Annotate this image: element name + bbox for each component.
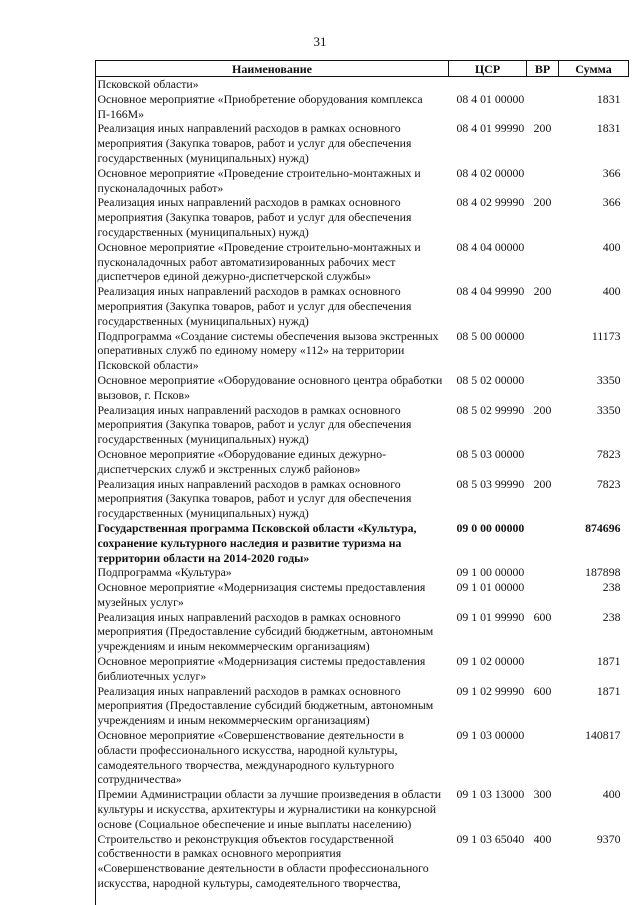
row-sum-cell: 3350 xyxy=(596,402,621,417)
table-header-row xyxy=(96,61,629,77)
row-csr-cell: 09 0 00 00000 xyxy=(456,520,525,535)
row-sum-cell: 1871 xyxy=(596,654,621,669)
row-csr-cell: 09 1 03 65040 xyxy=(456,831,525,846)
row-name-cell: Реализация иных направлений расходов в рамках основного мероприятия (Предоставление субсидий бюджетным, автономным учреждениям и иным некоммерческим организациям) xyxy=(97,609,434,654)
row-sum-cell: 238 xyxy=(602,609,621,624)
row-name-cell: Основное мероприятие «Оборудование основного центра обработки вызовов, г. Псков» xyxy=(97,372,443,402)
row-name-cell: Реализация иных направлений расходов в рамках основного мероприятия (Предоставление субсидий бюджетным, автономным учреждениям и иным некоммерческим организациям) xyxy=(97,683,434,728)
row-csr-cell: 08 5 02 00000 xyxy=(456,372,525,387)
row-csr-cell: 09 1 02 00000 xyxy=(456,654,525,669)
row-vr-cell xyxy=(527,77,559,92)
row-sum-cell: 3350 xyxy=(596,372,621,387)
row-csr-cell: 09 1 00 00000 xyxy=(456,565,525,580)
row-vr-cell xyxy=(527,166,559,196)
row-csr-cell xyxy=(449,77,527,92)
row-sum-cell: 9370 xyxy=(596,831,621,846)
row-sum-cell: 400 xyxy=(602,239,621,254)
row-name-cell: Реализация иных направлений расходов в рамках основного мероприятия (Закупка товаров, работ и услуг для обеспечения государственных (муниципальных) нужд) xyxy=(97,284,412,328)
row-sum-cell: 366 xyxy=(602,195,621,210)
row-csr-cell: 08 5 02 99990 xyxy=(456,402,525,417)
row-name-cell: Основное мероприятие «Приобретение оборудования комплекса П-166М» xyxy=(97,91,423,121)
row-csr-cell: 08 4 04 00000 xyxy=(456,239,525,254)
row-sum-cell: 400 xyxy=(602,787,621,802)
row-sum-cell: 874696 xyxy=(585,520,621,535)
table-row xyxy=(96,654,629,684)
row-vr-cell: 600 xyxy=(533,609,552,624)
row-vr-cell: 200 xyxy=(533,476,552,491)
row-csr-cell: 08 4 01 00000 xyxy=(456,91,525,106)
table-row xyxy=(96,284,629,328)
table-row xyxy=(96,166,629,196)
row-sum-cell: 1871 xyxy=(596,683,621,698)
row-name-cell: Основное мероприятие «Проведение строительно-монтажных и пусконаладочных работ автоматизированных рабочих мест диспетчеров единой дежурно-диспетчерской службы» xyxy=(97,239,421,284)
row-name-cell: Реализация иных направлений расходов в рамках основного мероприятия (Закупка товаров, работ и услуг для обеспечения государственных (муниципальных) нужд) xyxy=(97,195,412,239)
row-vr-cell xyxy=(527,728,559,787)
row-sum-cell: 7823 xyxy=(596,446,621,461)
row-name-cell: Премии Администрации области за лучшие произведения в области культуры и искусства, архитектуры и журналистики на конкурсной основе (Социальное обеспечение и иные выплаты населению) xyxy=(97,787,442,831)
row-csr-cell: 08 4 02 99990 xyxy=(456,195,525,210)
table-body xyxy=(96,77,629,891)
budget-table xyxy=(95,60,629,891)
row-csr-cell: 08 4 02 00000 xyxy=(456,165,525,180)
row-vr-cell: 200 xyxy=(533,284,552,299)
row-csr-cell: 08 4 04 99990 xyxy=(456,284,525,299)
row-csr-cell: 08 4 01 99990 xyxy=(456,121,525,136)
row-sum-cell: 187898 xyxy=(585,565,621,580)
row-csr-cell: 09 1 01 00000 xyxy=(456,580,525,595)
row-sum-cell: 140817 xyxy=(585,728,621,743)
header-csr: ЦСР xyxy=(449,61,527,77)
row-csr-cell: 09 1 03 00000 xyxy=(456,728,525,743)
table-left-border xyxy=(95,60,96,905)
row-sum-cell: 1831 xyxy=(596,91,621,106)
table-row xyxy=(96,447,629,477)
row-vr-cell xyxy=(527,240,559,284)
row-name-cell: Подпрограмма «Культура» xyxy=(97,565,232,580)
table-row xyxy=(96,77,629,92)
row-sum-cell: 7823 xyxy=(596,476,621,491)
row-name-cell: Основное мероприятие «Модернизация системы предоставления библиотечных услуг» xyxy=(97,654,426,683)
row-sum-cell: 366 xyxy=(602,165,621,180)
row-vr-cell: 300 xyxy=(533,787,552,802)
page-number: 31 xyxy=(313,34,327,49)
row-csr-cell: 09 1 01 99990 xyxy=(456,609,525,624)
row-name-cell: Реализация иных направлений расходов в рамках основного мероприятия (Закупка товаров, работ и услуг для обеспечения государственных (муниципальных) нужд) xyxy=(97,121,412,165)
header-name: Наименование xyxy=(96,61,449,77)
table-row xyxy=(96,240,629,284)
table-row xyxy=(96,92,629,122)
row-vr-cell: 600 xyxy=(533,683,552,698)
table-row xyxy=(96,684,629,728)
row-vr-cell xyxy=(527,521,559,565)
header-vr: ВР xyxy=(527,61,559,77)
row-vr-cell: 400 xyxy=(533,831,552,846)
row-sum-cell: 238 xyxy=(602,580,621,595)
row-name-cell: Основное мероприятие «Модернизация системы предоставления музейных услуг» xyxy=(97,580,426,609)
table-row xyxy=(96,477,629,521)
row-vr-cell xyxy=(527,329,559,373)
row-name-cell: Строительство и реконструкция объектов государственной собственности в рамках основного мероприятия «Совершенствование деятельности в области профессионального искусства, народной культуры, самодеятельного творчества, xyxy=(97,831,429,891)
row-name-cell: Основное мероприятие «Совершенствование деятельности в области профессионального искусства, народной культуры, самодеятельного творчества, международного культурного сотрудничества» xyxy=(97,728,404,787)
header-sum: Сумма xyxy=(559,61,629,77)
row-vr-cell: 200 xyxy=(533,121,552,136)
table-row xyxy=(96,521,629,565)
row-sum-cell: 11173 xyxy=(591,328,621,343)
row-csr-cell: 08 5 03 99990 xyxy=(456,476,525,491)
row-vr-cell xyxy=(527,565,559,580)
table-row xyxy=(96,403,629,447)
row-name-cell: Основное мероприятие «Проведение строительно-монтажных и пусконаладочных работ» xyxy=(97,165,421,195)
table-row xyxy=(96,787,629,831)
table-row xyxy=(96,121,629,165)
row-name-cell: Реализация иных направлений расходов в рамках основного мероприятия (Закупка товаров, работ и услуг для обеспечения государственных (муниципальных) нужд) xyxy=(97,476,412,521)
table-row xyxy=(96,580,629,610)
row-sum-cell: 400 xyxy=(602,284,621,299)
table-row xyxy=(96,728,629,787)
row-vr-cell xyxy=(527,580,559,610)
row-name-cell: Реализация иных направлений расходов в рамках основного мероприятия (Закупка товаров, работ и услуг для обеспечения государственных (муниципальных) нужд) xyxy=(97,402,412,447)
row-name-cell: Псковской области» xyxy=(97,77,199,91)
row-vr-cell xyxy=(527,654,559,684)
budget-table-container xyxy=(95,60,628,891)
table-row xyxy=(96,832,629,891)
row-csr-cell: 08 5 00 00000 xyxy=(456,328,525,343)
row-vr-cell xyxy=(527,92,559,122)
row-name-cell: Государственная программа Псковской области «Культура, сохранение культурного наследия и развитие туризма на территории области на 2014-2020 годы» xyxy=(97,520,417,565)
row-vr-cell: 200 xyxy=(533,402,552,417)
table-row xyxy=(96,565,629,580)
row-csr-cell: 09 1 02 99990 xyxy=(456,683,525,698)
table-row xyxy=(96,610,629,654)
row-vr-cell xyxy=(527,373,559,403)
table-row xyxy=(96,329,629,373)
row-vr-cell: 200 xyxy=(533,195,552,210)
row-csr-cell: 08 5 03 00000 xyxy=(456,446,525,461)
row-vr-cell xyxy=(527,447,559,477)
row-csr-cell: 09 1 03 13000 xyxy=(456,787,525,802)
row-name-cell: Основное мероприятие «Оборудование единых дежурно-диспетчерских служб и экстренных служб районов» xyxy=(97,446,387,476)
row-name-cell: Подпрограмма «Создание системы обеспечения вызова экстренных оперативных служб по единому номеру «112» на территории Псковской области» xyxy=(97,328,439,373)
row-sum-cell xyxy=(559,77,629,92)
table-row xyxy=(96,195,629,239)
table-row xyxy=(96,373,629,403)
row-sum-cell: 1831 xyxy=(596,121,621,136)
